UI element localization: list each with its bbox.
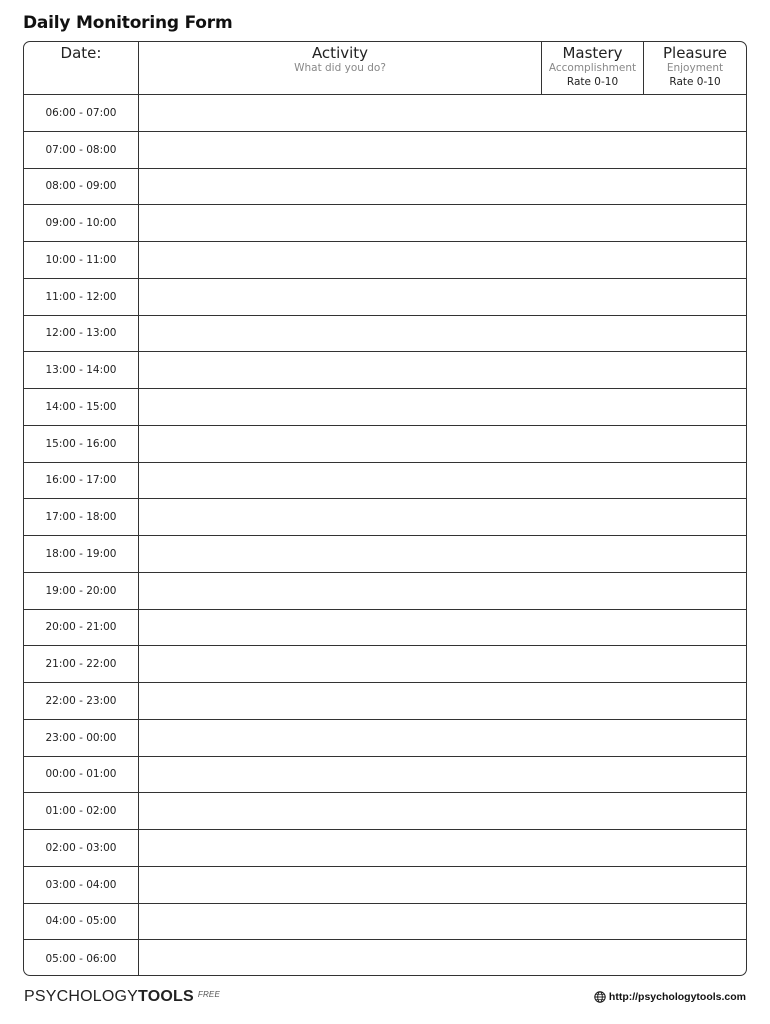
mastery-rating-input[interactable] bbox=[542, 646, 644, 682]
pleasure-rating-input[interactable] bbox=[644, 683, 747, 719]
activity-input[interactable] bbox=[139, 389, 542, 425]
mastery-rating-input[interactable] bbox=[542, 316, 644, 352]
mastery-rating-input[interactable] bbox=[542, 536, 644, 572]
page-title: Daily Monitoring Form bbox=[23, 13, 233, 33]
mastery-rating-input[interactable] bbox=[542, 132, 644, 168]
table-row bbox=[24, 793, 746, 830]
pleasure-rating-input[interactable] bbox=[644, 352, 747, 388]
activity-header bbox=[139, 42, 542, 94]
mastery-rating-input[interactable] bbox=[542, 610, 644, 646]
activity-input[interactable] bbox=[139, 904, 542, 940]
mastery-rating-input[interactable] bbox=[542, 573, 644, 609]
mastery-rating-input[interactable] bbox=[542, 242, 644, 278]
activity-input[interactable] bbox=[139, 169, 542, 205]
brand-logo bbox=[24, 988, 220, 1006]
table-row bbox=[24, 95, 746, 132]
time-slot-label: 02:00 - 03:00 bbox=[24, 830, 139, 866]
mastery-rating-input[interactable] bbox=[542, 720, 644, 756]
table-row bbox=[24, 904, 746, 941]
pleasure-rating-input[interactable] bbox=[644, 242, 747, 278]
mastery-rating-input[interactable] bbox=[542, 95, 644, 131]
activity-input[interactable] bbox=[139, 95, 542, 131]
mastery-header bbox=[542, 42, 644, 94]
time-slot-label: 20:00 - 21:00 bbox=[24, 610, 139, 646]
brand-light-text: PSYCHOLOGY bbox=[24, 988, 139, 1005]
website-link[interactable] bbox=[594, 991, 746, 1003]
time-slot-label: 16:00 - 17:00 bbox=[24, 463, 139, 499]
time-slot-label: 22:00 - 23:00 bbox=[24, 683, 139, 719]
pleasure-rating-input[interactable] bbox=[644, 316, 747, 352]
pleasure-rating-input[interactable] bbox=[644, 463, 747, 499]
time-slot-label: 06:00 - 07:00 bbox=[24, 95, 139, 131]
time-slot-label: 19:00 - 20:00 bbox=[24, 573, 139, 609]
globe-icon bbox=[594, 991, 606, 1003]
time-slot-label: 14:00 - 15:00 bbox=[24, 389, 139, 425]
time-slot-label: 21:00 - 22:00 bbox=[24, 646, 139, 682]
activity-input[interactable] bbox=[139, 536, 542, 572]
mastery-rating-input[interactable] bbox=[542, 904, 644, 940]
pleasure-rating-input[interactable] bbox=[644, 720, 747, 756]
activity-input[interactable] bbox=[139, 646, 542, 682]
time-slot-label: 12:00 - 13:00 bbox=[24, 316, 139, 352]
table-row bbox=[24, 683, 746, 720]
pleasure-rating-input[interactable] bbox=[644, 793, 747, 829]
pleasure-rating-input[interactable] bbox=[644, 95, 747, 131]
time-slot-label: 00:00 - 01:00 bbox=[24, 757, 139, 793]
pleasure-sublabel: Enjoyment bbox=[666, 62, 724, 74]
activity-input[interactable] bbox=[139, 940, 542, 976]
table-row bbox=[24, 867, 746, 904]
activity-input[interactable] bbox=[139, 610, 542, 646]
time-slot-label: 23:00 - 00:00 bbox=[24, 720, 139, 756]
mastery-rating-input[interactable] bbox=[542, 389, 644, 425]
table-row bbox=[24, 426, 746, 463]
mastery-rating-input[interactable] bbox=[542, 830, 644, 866]
date-label: Date: bbox=[60, 44, 102, 62]
table-row bbox=[24, 536, 746, 573]
time-slot-label: 17:00 - 18:00 bbox=[24, 499, 139, 535]
time-slot-label: 10:00 - 11:00 bbox=[24, 242, 139, 278]
table-header bbox=[24, 42, 746, 95]
time-slot-label: 04:00 - 05:00 bbox=[24, 904, 139, 940]
mastery-rating-input[interactable] bbox=[542, 352, 644, 388]
activity-input[interactable] bbox=[139, 683, 542, 719]
table-row bbox=[24, 352, 746, 389]
table-row bbox=[24, 242, 746, 279]
activity-input[interactable] bbox=[139, 242, 542, 278]
mastery-rate: Rate 0-10 bbox=[566, 76, 619, 88]
pleasure-rating-input[interactable] bbox=[644, 867, 747, 903]
website-link-text: http://psychologytools.com bbox=[608, 991, 746, 1003]
pleasure-rating-input[interactable] bbox=[644, 279, 747, 315]
mastery-rating-input[interactable] bbox=[542, 940, 644, 976]
time-slot-label: 03:00 - 04:00 bbox=[24, 867, 139, 903]
table-row bbox=[24, 720, 746, 757]
activity-label: Activity bbox=[311, 44, 369, 62]
mastery-rating-input[interactable] bbox=[542, 169, 644, 205]
activity-input[interactable] bbox=[139, 132, 542, 168]
pleasure-header bbox=[644, 42, 746, 94]
time-slot-label: 05:00 - 06:00 bbox=[24, 940, 139, 976]
activity-input[interactable] bbox=[139, 205, 542, 241]
table-row bbox=[24, 169, 746, 206]
table-row bbox=[24, 573, 746, 610]
time-slot-label: 13:00 - 14:00 bbox=[24, 352, 139, 388]
pleasure-rating-input[interactable] bbox=[644, 426, 747, 462]
mastery-rating-input[interactable] bbox=[542, 757, 644, 793]
mastery-rating-input[interactable] bbox=[542, 499, 644, 535]
activity-input[interactable] bbox=[139, 867, 542, 903]
activity-input[interactable] bbox=[139, 830, 542, 866]
pleasure-rating-input[interactable] bbox=[644, 830, 747, 866]
activity-input[interactable] bbox=[139, 352, 542, 388]
mastery-rating-input[interactable] bbox=[542, 426, 644, 462]
table-row bbox=[24, 389, 746, 426]
pleasure-rating-input[interactable] bbox=[644, 169, 747, 205]
mastery-rating-input[interactable] bbox=[542, 793, 644, 829]
time-slot-label: 07:00 - 08:00 bbox=[24, 132, 139, 168]
table-row bbox=[24, 279, 746, 316]
table-row bbox=[24, 205, 746, 242]
activity-input[interactable] bbox=[139, 720, 542, 756]
brand-free-text: FREE bbox=[197, 990, 220, 999]
mastery-rating-input[interactable] bbox=[542, 205, 644, 241]
table-row bbox=[24, 316, 746, 353]
time-slot-label: 01:00 - 02:00 bbox=[24, 793, 139, 829]
pleasure-rating-input[interactable] bbox=[644, 389, 747, 425]
brand-bold-text: TOOLS bbox=[138, 988, 194, 1005]
activity-sublabel: What did you do? bbox=[294, 62, 386, 74]
table-row bbox=[24, 132, 746, 169]
mastery-rating-input[interactable] bbox=[542, 279, 644, 315]
table-row bbox=[24, 610, 746, 647]
pleasure-rating-input[interactable] bbox=[644, 610, 747, 646]
pleasure-rating-input[interactable] bbox=[644, 940, 747, 976]
time-slot-label: 11:00 - 12:00 bbox=[24, 279, 139, 315]
activity-input[interactable] bbox=[139, 426, 542, 462]
mastery-rating-input[interactable] bbox=[542, 683, 644, 719]
pleasure-rating-input[interactable] bbox=[644, 904, 747, 940]
time-slot-label: 09:00 - 10:00 bbox=[24, 205, 139, 241]
pleasure-rating-input[interactable] bbox=[644, 646, 747, 682]
activity-input[interactable] bbox=[139, 279, 542, 315]
pleasure-rating-input[interactable] bbox=[644, 573, 747, 609]
pleasure-rating-input[interactable] bbox=[644, 757, 747, 793]
mastery-rating-input[interactable] bbox=[542, 867, 644, 903]
pleasure-rating-input[interactable] bbox=[644, 536, 747, 572]
time-slot-label: 18:00 - 19:00 bbox=[24, 536, 139, 572]
mastery-rating-input[interactable] bbox=[542, 463, 644, 499]
activity-input[interactable] bbox=[139, 499, 542, 535]
time-slot-label: 15:00 - 16:00 bbox=[24, 426, 139, 462]
table-row bbox=[24, 757, 746, 794]
activity-input[interactable] bbox=[139, 573, 542, 609]
table-body bbox=[24, 95, 746, 976]
activity-input[interactable] bbox=[139, 316, 542, 352]
pleasure-rating-input[interactable] bbox=[644, 132, 747, 168]
time-slot-label: 08:00 - 09:00 bbox=[24, 169, 139, 205]
activity-input[interactable] bbox=[139, 757, 542, 793]
pleasure-rate: Rate 0-10 bbox=[669, 76, 721, 88]
pleasure-label: Pleasure bbox=[662, 44, 728, 62]
table-row bbox=[24, 463, 746, 500]
activity-input[interactable] bbox=[139, 463, 542, 499]
monitoring-table bbox=[23, 41, 747, 976]
mastery-sublabel: Accomplishment bbox=[548, 62, 637, 74]
pleasure-rating-input[interactable] bbox=[644, 205, 747, 241]
table-row bbox=[24, 499, 746, 536]
table-row bbox=[24, 940, 746, 976]
table-row bbox=[24, 646, 746, 683]
activity-input[interactable] bbox=[139, 793, 542, 829]
mastery-label: Mastery bbox=[562, 44, 623, 62]
table-row bbox=[24, 830, 746, 867]
date-header bbox=[24, 42, 139, 94]
pleasure-rating-input[interactable] bbox=[644, 499, 747, 535]
